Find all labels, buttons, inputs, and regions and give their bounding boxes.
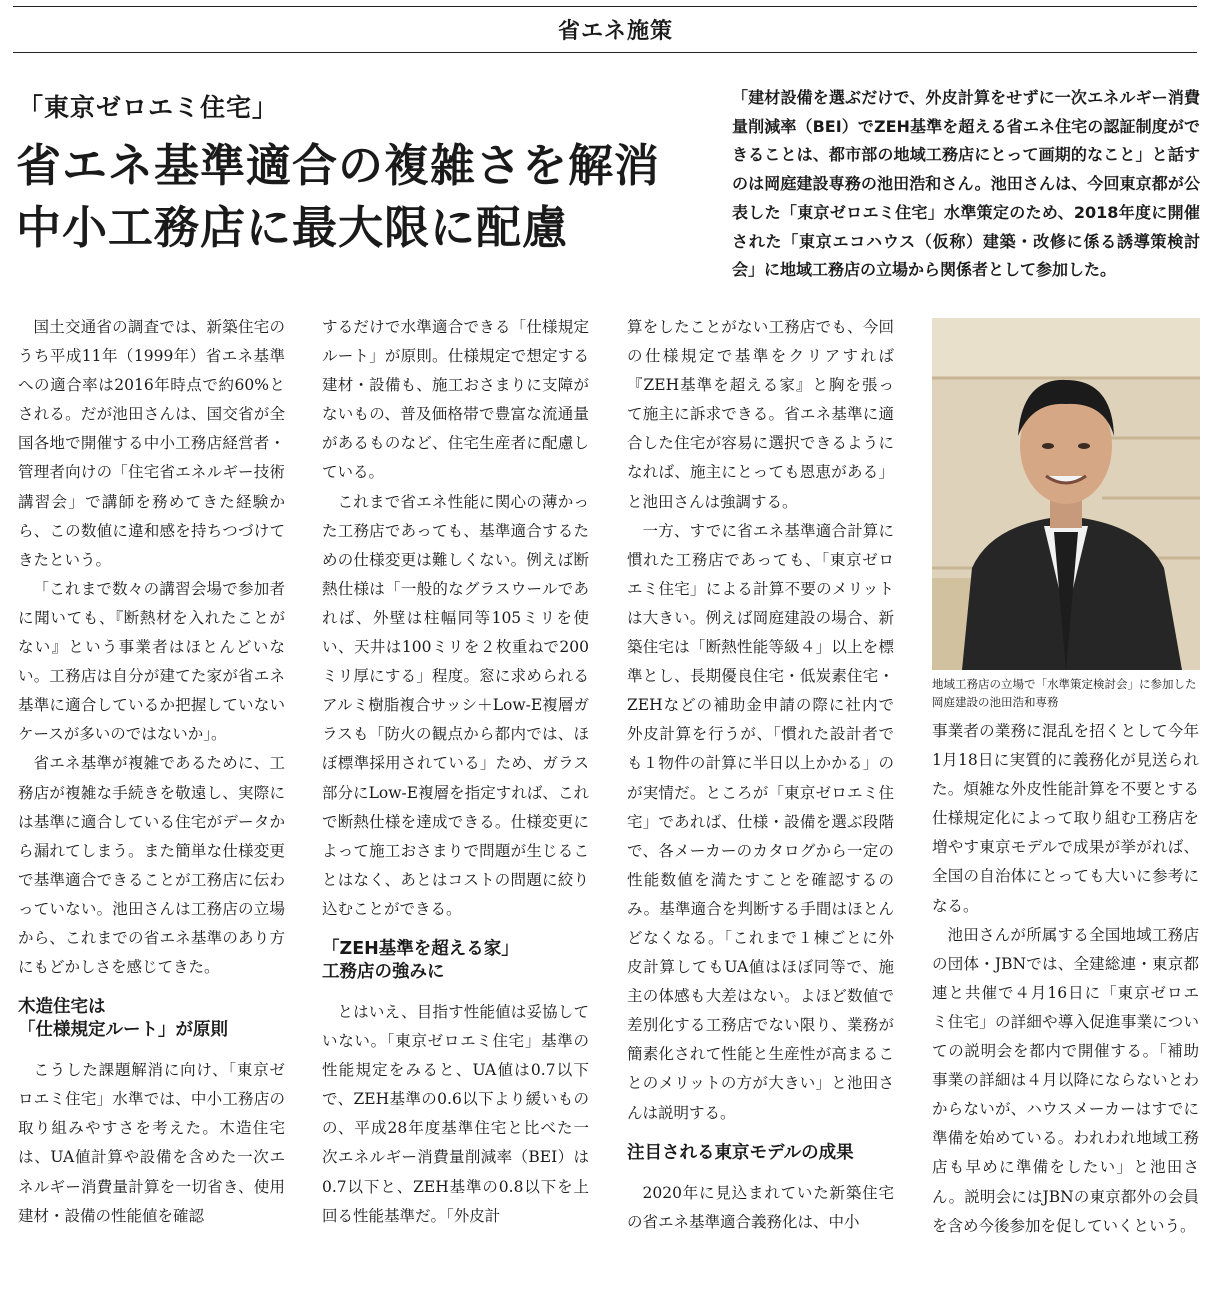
- paragraph: こうした課題解消に向け、「東京ゼロエミ住宅」水準では、中小工務店の取り組みやすさを考えた。木造住宅は、UA値計算や設備を含めた一次エネルギー消費量計算を一切省き、使用建材・設備の性能値を確認: [18, 1061, 285, 1225]
- subheading-line-1: 「ZEH基準を超える家」: [322, 938, 519, 959]
- paragraph: 一方、すでに省エネ基準適合計算に慣れた工務店であっても、「東京ゼロエミ住宅」による計算不要のメリットは大きい。例えば岡庭建設の場合、新築住宅は「断熱性能等級４」以上を標準とし、長期優良住宅・低炭素住宅・ZEHなどの補助金申請の際に社内で外皮計算を行うが、「慣れた設計者でも１物件の計算に半日以上かかる」のが実情だ。ところが「東京ゼロエミ住宅」であれば、仕様・設備を選ぶ段階で、各メーカーのカタログから一定の性能数値を満たすことを確認するのみ。基準適合を判断する手間はほとんどなくなる。「これまで１棟ごとに外皮計算してもUA値はほぼ同等で、施主の体感も大差はない。よほど数値で差別化する工務店でない限り、業務が簡素化されて性能と生産性が高まることのメリットの方が大きい」と池田さんは説明する。: [627, 521, 894, 1122]
- headline: [16, 135, 660, 259]
- section-rule-top: [13, 6, 1197, 7]
- portrait-illustration: [932, 318, 1200, 670]
- paragraph: 「これまで数々の講習会場で参加者に聞いても、『断熱材を入れたことがない』という事業者はほとんどいない。工務店は自分が建てた家が省エネ基準に適合しているか把握していないケースが多いのではないか」。: [18, 579, 285, 744]
- paragraph: 池田さんが所属する全国地域工務店の団体・JBNでは、全建総連・東京都連と共催で４月16日に「東京ゼロエミ住宅」の詳細や導入促進事業についての説明会を都内で開催する。「補助事業の詳細は４月以降にならないとわからないが、ハウスメーカーはすでに準備を始めている。われわれ地域工務店も早めに準備をしたい」と池田さん。説明会にはJBNの東京都外の会員を含め今後参加を促していくという。: [932, 925, 1199, 1235]
- paragraph: 2020年に見込まれていた新築住宅の省エネ基準適合義務化は、中小: [627, 1183, 894, 1231]
- paragraph: 算をしたことがない工務店でも、今回の仕様規定で基準をクリアすれば『ZEH基準を超える家』と胸を張って施主に訴求できる。省エネ基準に適合した住宅が容易に選択できるようになれば、施主にとっても恩恵がある」と池田さんは強調する。: [627, 318, 894, 511]
- photo-caption: 地域工務店の立場で「水準策定検討会」に参加した岡庭建設の池田浩和専務: [932, 677, 1197, 709]
- paragraph: とはいえ、目指す性能値は妥協していない。「東京ゼロエミ住宅」基準の性能規定をみると、UA値は0.7以下で、ZEH基準の0.6以下より緩いものの、平成28年度基準住宅と比べた一次エネルギー消費量削減率（BEI）は0.7以下と、ZEH基準の0.8以下を上回る性能基準だ。「外皮計: [322, 1002, 589, 1225]
- headline-line-1: 省エネ基準適合の複雑さを解消: [16, 139, 661, 192]
- subheading: [322, 938, 589, 984]
- article-column-1: [18, 313, 285, 1231]
- lead-paragraph: 「建材設備を選ぶだけで、外皮計算をせずに一次エネルギー消費量削減率（BEI）でZEH基準を超える省エネ住宅の認証制度ができることは、都市部の地域工務店にとって画期的なこと」と話すのは岡庭建設専務の池田浩和さん。池田さんは、今回東京都が公表した「東京ゼロエミ住宅」水準策定のため、2018年度に開催された「東京エコハウス（仮称）建築・改修に係る誘導策検討会」に地域工務店の立場から関係者として参加した。: [732, 88, 1200, 280]
- paragraph: 事業者の業務に混乱を招くとして今年1月18日に実質的に義務化が見送られた。煩雑な外皮性能計算を不要とする仕様規定化によって取り組む工務店を増やす東京モデルで成果が挙がれば、全国の自治体にとっても大いに参考になる。: [932, 722, 1199, 915]
- section-title: 省エネ施策: [557, 19, 673, 44]
- subheading-line-1: 木造住宅は: [18, 997, 106, 1018]
- subheading: [18, 996, 285, 1042]
- headline-line-2: 中小工務店に最大限に配慮: [16, 201, 569, 254]
- section-rule-bottom: [13, 52, 1197, 53]
- portrait-photo: [932, 318, 1200, 670]
- article-column-2: [322, 313, 589, 1231]
- paragraph: これまで省エネ性能に関心の薄かった工務店であっても、基準適合するための仕様変更は難しくない。例えば断熱仕様は「一般的なグラスウールであれば、外壁は柱幅同等105ミリを使い、天井は100ミリを２枚重ねで200ミリ厚にする」程度。窓に求められるアルミ樹脂複合サッシ＋Low-E複層ガラスも「防火の観点から都内では、ほぼ標準採用されている」ため、ガラス部分にLow-E複層を指定すれば、これで断熱仕様を達成できる。仕様変更によって施工おさまりで問題が生じることはなく、あとはコストの問題に絞り込むことができる。: [322, 492, 589, 918]
- kicker: 「東京ゼロエミ住宅」: [18, 93, 279, 122]
- article-column-4: [932, 717, 1199, 1241]
- subheading: 注目される東京モデルの成果: [627, 1142, 854, 1163]
- subheading-line-2: 工務店の強みに: [322, 961, 445, 982]
- paragraph: するだけで水準適合できる「仕様規定ルート」が原則。仕様規定で想定する建材・設備も、施工おさまりに支障がないもの、普及価格帯で豊富な流通量があるものなど、住宅生産者に配慮している。: [322, 318, 589, 482]
- subheading-line-2: 「仕様規定ルート」が原則: [18, 1020, 228, 1041]
- paragraph: 国土交通省の調査では、新築住宅のうち平成11年（1999年）省エネ基準への適合率は2016年時点で約60%とされる。だが池田さんは、国交省が全国各地で開催する中小工務店経営者・管理者向けの「住宅省エネルギー技術講習会」で講師を務めてきた経験から、この数値に違和感を持ちつづけてきたという。: [18, 318, 285, 569]
- article-column-3: [627, 313, 894, 1237]
- paragraph: 省エネ基準が複雑であるために、工務店が複雑な手続きを敬遠し、実際には基準に適合している住宅がデータから漏れてしまう。また簡単な仕様変更で基準適合できることが工務店に伝わっていない。池田さんは工務店の立場から、これまでの省エネ基準のあり方にもどかしさを感じてきた。: [18, 754, 285, 977]
